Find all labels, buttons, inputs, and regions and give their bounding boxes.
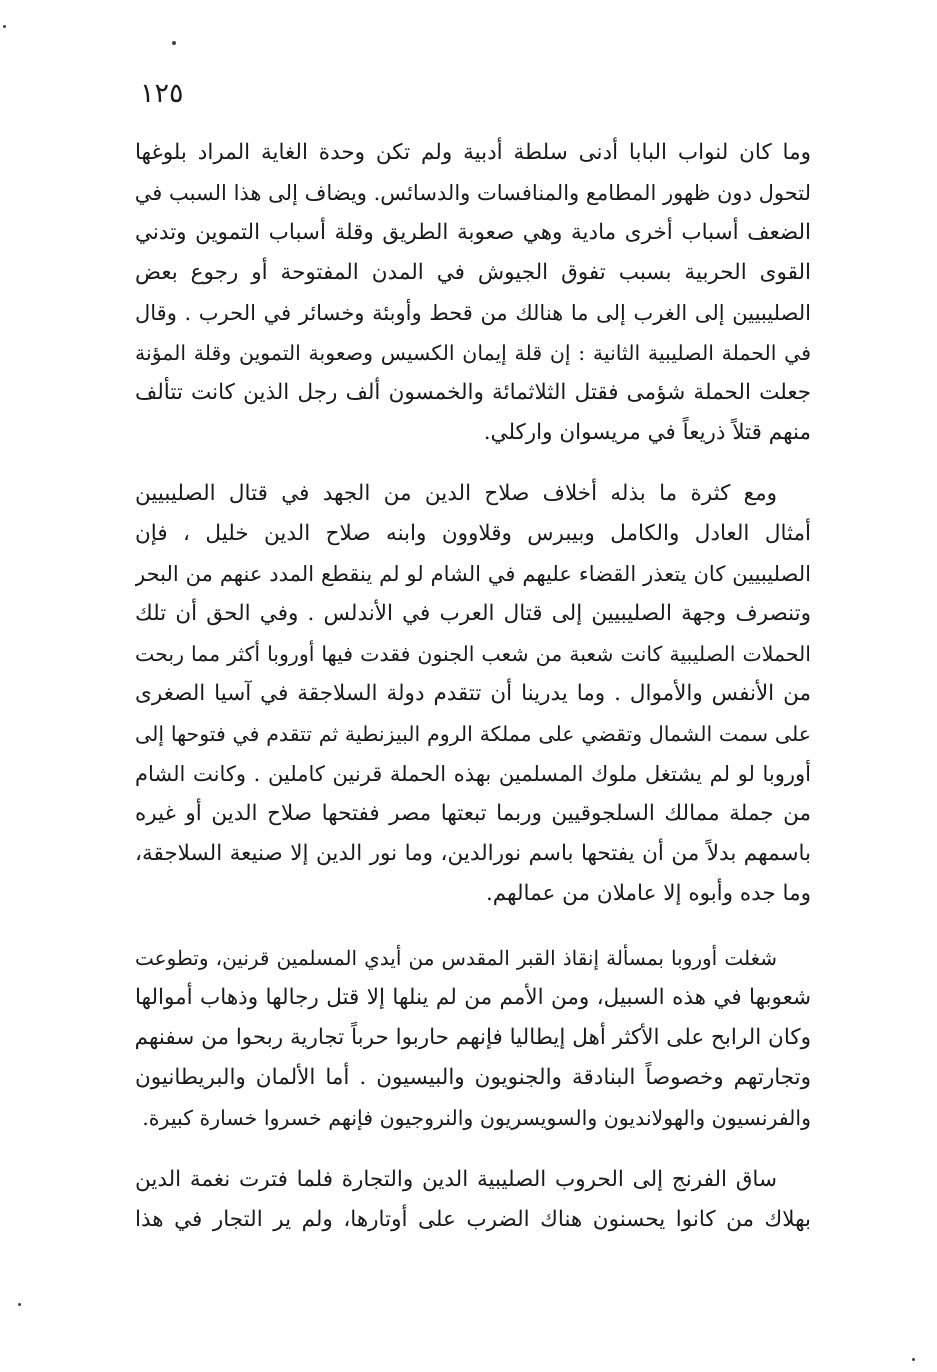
paragraph <box>135 474 811 914</box>
scan-speck <box>18 1303 21 1306</box>
text-line: من جملة ممالك السلجوقيين وربما تبعتها مصر ففتحها صلاح الدين أو غيره <box>135 801 811 826</box>
text-line: الصليبيين كان يتعذر القضاء عليهم في الشام لو لم ينقطع المدد عنهم من البحر <box>135 562 811 586</box>
text-line: والفرنسيون والهولانديون والسويسريون والنروجيون فإنهم خسروا خسارة كبيرة. <box>142 1106 811 1130</box>
text-line: الضعف أسباب أخرى مادية وهي صعوبة الطريق وقلة أسباب التموين وتدني <box>135 220 811 245</box>
scan-speck <box>912 1358 915 1361</box>
text-line: على سمت الشمال وتقضي على مملكة الروم البيزنطية ثم تتقدم في فتوحها إلى <box>135 722 811 746</box>
text-line: شغلت أوروبا بمسألة إنقاذ القبر المقدس من أيدي المسلمين قرنين، وتطوعت <box>135 946 777 970</box>
text-line: الصليبيين إلى الغرب إلى ما هنالك من قحط وأوبئة وخسائر في الحرب . وقال <box>135 301 811 325</box>
scan-speck <box>3 25 6 28</box>
page-number: ١٢٥ <box>140 78 184 109</box>
text-line: من الأنفس والأموال . وما يدرينا أن تتقدم دولة السلاجقة في آسيا الصغرى <box>135 681 811 706</box>
text-line: وما جده وأبوه إلا عاملان من عمالهم. <box>485 881 811 906</box>
paragraph <box>135 938 811 1138</box>
text-line: جعلت الحملة شؤمى فقتل الثلاثمائة والخمسون ألف رجل الذين كانت تتألف <box>135 380 811 405</box>
scan-speck <box>172 41 176 45</box>
paragraph <box>135 133 811 453</box>
text-line: وتجارتهم وخصوصاً البنادقة والجنويون والبيسيون . أما الألمان والبريطانيون <box>135 1065 811 1090</box>
text-line: وتنصرف وجهة الصليبيين إلى قتال العرب في الأندلس . وفي الحق أن تلك <box>135 601 811 626</box>
paragraph <box>135 1160 811 1240</box>
text-line: بهلاك من كانوا يحسنون هناك الضرب على أوتارها، ولم ير التجار في هذا <box>135 1207 811 1232</box>
text-line: وما كان لنواب البابا أدنى سلطة أدبية ولم تكن وحدة الغاية المراد بلوغها <box>135 140 811 165</box>
text-line: أمثال العادل والكامل وبيبرس وقلاوون وابنه صلاح الدين خليل ، فإن <box>135 521 811 546</box>
text-line: منهم قتلاً ذريعاً في مريسوان واركلي. <box>483 420 811 445</box>
text-line: وكان الرابح على الأكثر أهل إيطاليا فإنهم حاربوا حرباً تجارية ربحوا من سفنهم <box>135 1025 811 1050</box>
text-line: شعوبها في هذه السبيل، ومن الأمم من لم ينلها إلا قتل رجالها وذهاب أموالها <box>135 985 811 1010</box>
text-line: ومع كثرة ما بذله أخلاف صلاح الدين من الجهد في قتال الصليبيين <box>135 481 777 506</box>
text-line: أوروبا لو لم يشتغل ملوك المسلمين بهذه الحملة قرنين كاملين . وكانت الشام <box>135 762 811 786</box>
text-line: باسمهم بدلاً من أن يفتحها باسم نورالدين، وما نور الدين إلا صنيعة السلاجقة، <box>135 841 811 866</box>
text-line: القوى الحربية بسبب تفوق الجيوش في المدن المفتوحة أو رجوع بعض <box>135 260 811 285</box>
text-line: ساق الفرنج إلى الحروب الصليبية الدين والتجارة فلما فترت نغمة الدين <box>135 1167 777 1192</box>
text-line: لتحول دون ظهور المطامع والمنافسات والدسائس. ويضاف إلى هذا السبب في <box>135 181 811 205</box>
text-line: الحملات الصليبية كانت شعبة من شعب الجنون فقدت فيها أوروبا أكثر مما ربحت <box>135 642 811 666</box>
text-line: في الحملة الصليبية الثانية : إن قلة إيمان الكسيس وصعوبة التموين وقلة المؤنة <box>135 341 811 365</box>
